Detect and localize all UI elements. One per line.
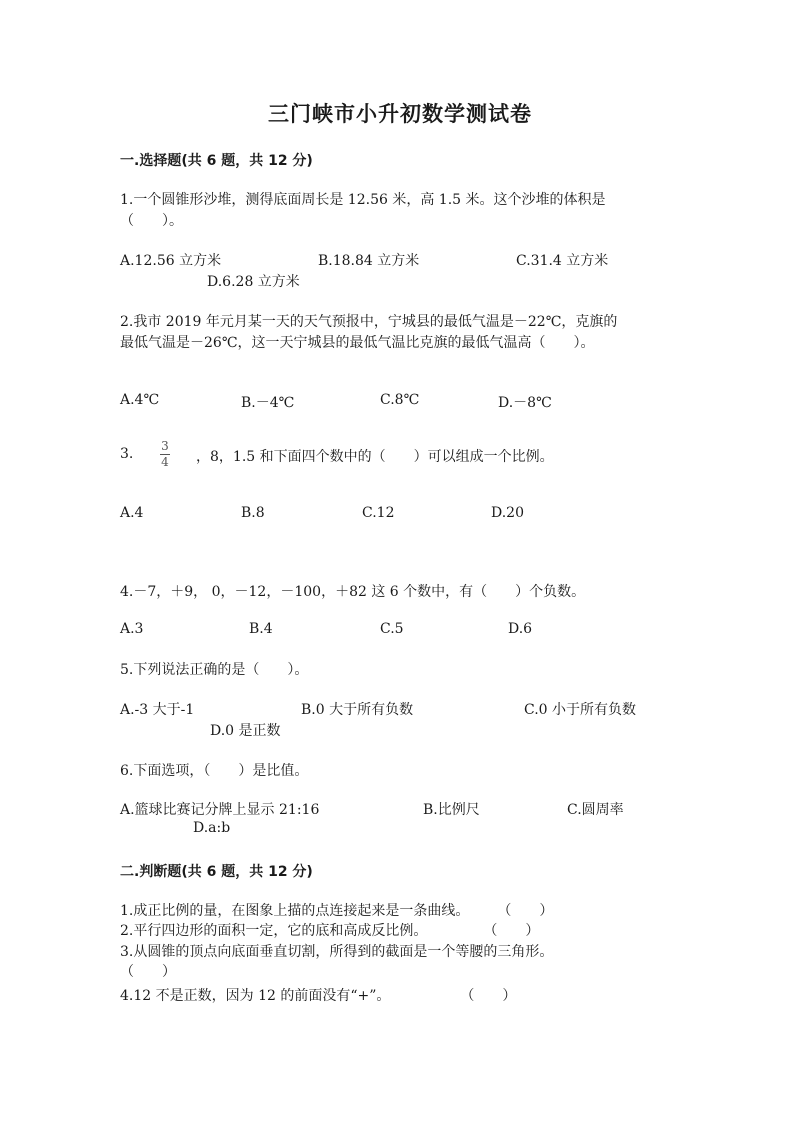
option-b: B.－4℃	[241, 395, 295, 411]
option-c: C.12	[362, 505, 395, 521]
fraction-numerator: 3	[161, 439, 169, 453]
option-b: B.4	[249, 621, 273, 637]
option-d: D.a:b	[193, 820, 231, 836]
option-a: A.3	[120, 621, 144, 637]
option-a: A.4℃	[120, 392, 160, 408]
question-text: 最低气温是－26℃，这一天宁城县的最低气温比克旗的最低气温高（ ）。	[120, 335, 595, 351]
option-c: C.31.4 立方米	[516, 253, 609, 269]
judgment-question-4: 4.12 不是正数，因为 12 的前面没有“+”。 （ ）	[120, 988, 517, 1004]
option-d: D.6	[508, 621, 533, 637]
question-text: 1.一个圆锥形沙堆，测得底面周长是 12.56 米，高 1.5 米。这个沙堆的体积是	[120, 192, 606, 208]
fraction	[160, 438, 170, 469]
option-a: A.12.56 立方米	[120, 253, 222, 269]
section-heading-choice: 一.选择题(共 6 题，共 12 分)	[120, 153, 313, 169]
question-text: 2.我市 2019 年元月某一天的天气预报中，宁城县的最低气温是－22℃，克旗的	[120, 314, 618, 330]
option-d: D.20	[491, 505, 524, 521]
option-d: D.－8℃	[498, 395, 552, 411]
option-d: D.6.28 立方米	[207, 274, 300, 290]
option-b: B.8	[241, 505, 265, 521]
option-b: B.0 大于所有负数	[301, 702, 414, 718]
judgment-question-2: 2.平行四边形的面积一定，它的底和高成反比例。 （ ）	[120, 923, 540, 939]
section-heading-judgment: 二.判断题(共 6 题，共 12 分)	[120, 864, 313, 880]
question-text: 5.下列说法正确的是（ ）。	[120, 662, 309, 678]
fraction-denominator: 4	[161, 455, 169, 469]
judgment-question-1: 1.成正比例的量，在图象上描的点连接起来是一条曲线。 （ ）	[120, 903, 554, 919]
question-text: ，8，1.5 和下面四个数中的（ ）可以组成一个比例。	[196, 449, 554, 465]
option-a: A.-3 大于-1	[120, 702, 195, 718]
page-title: 三门峡市小升初数学测试卷	[268, 102, 532, 126]
option-c: C.5	[380, 621, 404, 637]
option-a: A.4	[120, 505, 144, 521]
option-c: C.0 小于所有负数	[524, 702, 637, 718]
option-b: B.18.84 立方米	[318, 253, 420, 269]
judgment-question-3: 3.从圆锥的顶点向底面垂直切割，所得到的截面是一个等腰的三角形。	[120, 944, 554, 960]
option-a: A.篮球比赛记分牌上显示 21:16	[120, 802, 320, 818]
option-b: B.比例尺	[423, 802, 480, 818]
question-text: （ ）。	[120, 213, 183, 229]
option-d: D.0 是正数	[210, 723, 281, 739]
judgment-question-3-bracket: （ ）	[120, 964, 176, 980]
option-c: C.8℃	[380, 392, 420, 408]
question-text: 6.下面选项，（ ）是比值。	[120, 763, 309, 779]
question-text: 4.－7，＋9， 0，－12，－100，＋82 这 6 个数中，有（ ）个负数。	[120, 584, 586, 600]
option-c: C.圆周率	[567, 802, 624, 818]
question-number: 3.	[120, 446, 134, 462]
